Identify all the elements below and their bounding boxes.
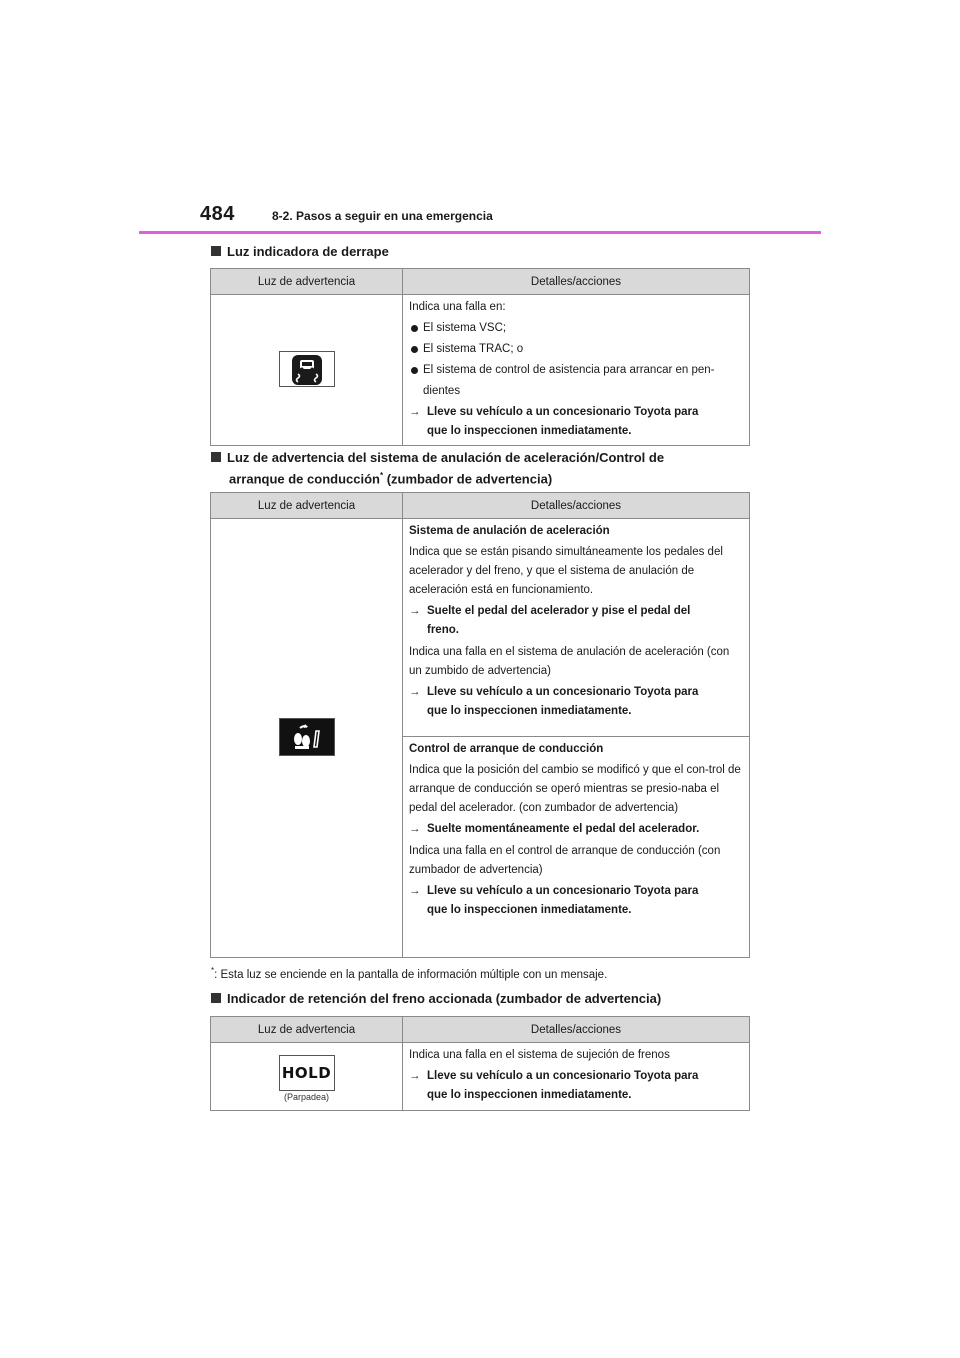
chapter-title: 8-2. Pasos a seguir en una emergencia [272,209,493,223]
section-heading-brake-hold: Indicador de retención del freno accionada (zumbador de advertencia) [211,990,661,1008]
list-item: El sistema TRAC; o [409,340,745,359]
drive-start-control-icon [279,718,335,756]
action-instruction: → Suelte el pedal del acelerador y pise el pedal del freno. [409,602,745,640]
warning-light-cell [211,519,403,958]
column-header-details: Detalles/acciones [403,493,750,519]
list-item: El sistema VSC; [409,319,745,338]
section-heading-skid: Luz indicadora de derrape [211,243,389,261]
brake-hold-icon: HOLD [279,1055,335,1091]
column-header-warning-light: Luz de advertencia [211,269,403,295]
footnote: *: Esta luz se enciende en la pantalla de información múltiple con un mensaje. [211,966,608,981]
column-header-warning-light: Luz de advertencia [211,493,403,519]
arrow-icon: → [409,406,421,418]
section-heading-acceleration: Luz de advertencia del sistema de anulación de aceleración/Control de arranque de conducción* (zumbador de advertencia) [211,449,664,488]
square-bullet-icon [211,246,221,256]
action-instruction: → Lleve su vehículo a un concesionario Toyota para que lo inspeccionen inmediatamente. [409,1067,745,1105]
details-cell: Sistema de anulación de aceleración Indica que se están pisando simultáneamente los pedales del acelerador y del freno, y que el sistema de anulación de aceleración está en funcionamiento. → Suelte el pedal del acelerador y pise el pedal del freno. Indica una falla en el sistema de anulación de aceleración (con un zumbido de advertencia) → Lleve su vehículo a un concesionario Toyota para que lo inspeccionen inmediatamente. [403,519,750,737]
arrow-icon: → [409,686,421,698]
column-header-details: Detalles/acciones [403,1017,750,1043]
skid-indicator-icon [279,351,335,387]
arrow-icon: → [409,823,421,835]
details-cell: Indica una falla en: El sistema VSC; El sistema TRAC; o El sistema de control de asistencia para arrancar en pen- dientes → Lleve su vehículo a un concesionario Toyota para que lo inspeccionen inmediatamente. [403,295,750,446]
acceleration-warning-table [210,492,750,958]
square-bullet-icon [211,452,221,462]
header-divider [139,231,821,234]
arrow-icon: → [409,605,421,617]
square-bullet-icon [211,993,221,1003]
action-instruction: → Lleve su vehículo a un concesionario Toyota para que lo inspeccionen inmediatamente. [409,683,745,721]
warning-light-cell [211,295,403,446]
skid-indicator-table [210,268,750,446]
page-number: 484 [200,203,235,225]
action-instruction: → Lleve su vehículo a un concesionario Toyota para que lo inspeccionen inmediatamente. [409,403,745,441]
warning-light-cell [211,1043,403,1111]
icon-caption: (Parpadea) [283,1092,330,1102]
details-cell: Indica una falla en el sistema de sujeción de frenos → Lleve su vehículo a un concesionario Toyota para que lo inspeccionen inmediatamente. [403,1043,750,1111]
action-instruction: → Lleve su vehículo a un concesionario Toyota para que lo inspeccionen inmediatamente. [409,882,745,920]
list-item: El sistema de control de asistencia para arrancar en pen- [409,361,745,380]
arrow-icon: → [409,1070,421,1082]
column-header-warning-light: Luz de advertencia [211,1017,403,1043]
column-header-details: Detalles/acciones [403,269,750,295]
arrow-icon: → [409,885,421,897]
details-cell: Control de arranque de conducción Indica que la posición del cambio se modificó y que el con-trol de arranque de conducción se operó mientras se presio-naba el pedal del acelerador. (con zumbador de advertencia) → Suelte momentáneamente el pedal del acelerador. Indica una falla en el control de arranque de conducción (con zumbador de advertencia) → Lleve su vehículo a un concesionario Toyota para que lo inspeccionen inmediatamente. [403,737,750,958]
action-instruction: → Suelte momentáneamente el pedal del acelerador. [409,820,745,839]
brake-hold-table [210,1016,750,1111]
